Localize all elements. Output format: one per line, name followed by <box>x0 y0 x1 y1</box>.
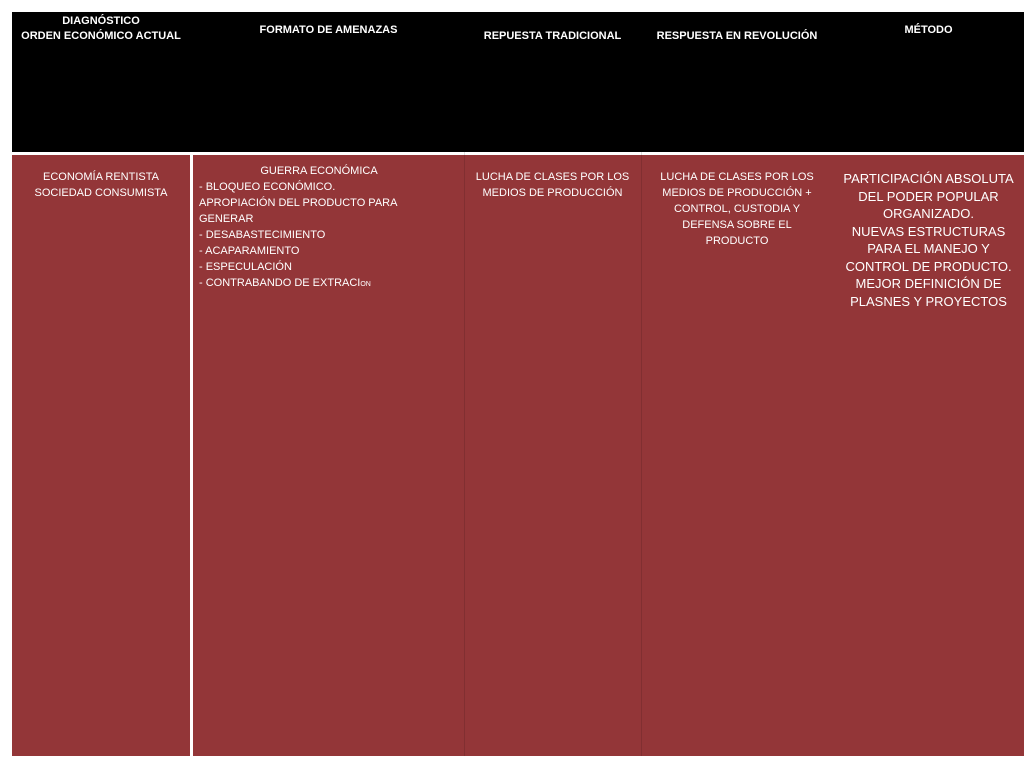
cell-metodo <box>833 170 1024 310</box>
cell-orden-economico <box>12 169 190 201</box>
cell-text-line: NUEVAS ESTRUCTURAS <box>851 223 1006 239</box>
methodology-table <box>12 12 1024 756</box>
cell-text-line: - ACAPARAMIENTO <box>199 245 300 257</box>
header-metodo-label: MÉTODO <box>904 24 953 36</box>
cell-text-line: CONTROL DE PRODUCTO. <box>845 258 1012 274</box>
column-separator <box>190 155 193 756</box>
cell-text-line: PRODUCTO <box>705 235 769 247</box>
header-repuesta-tradicional-label: REPUESTA TRADICIONAL <box>483 30 622 42</box>
cell-text-line: LUCHA DE CLASES POR LOS <box>660 171 814 183</box>
column-separator <box>464 12 465 756</box>
cell-text-line: - DESABASTECIMIENTO <box>199 229 326 241</box>
cell-text-line: CONTROL, CUSTODIA Y <box>673 203 801 215</box>
cell-text-main: - CONTRABANDO DE EXTRACI <box>199 277 361 289</box>
header-diagnostico-line2: ORDEN ECONÓMICO ACTUAL <box>21 30 181 42</box>
header-formato-amenazas <box>193 23 464 38</box>
cell-text-line: GENERAR <box>199 213 254 225</box>
cell-repuesta-tradicional <box>464 169 641 201</box>
cell-text-line: LUCHA DE CLASES POR LOS <box>475 171 630 183</box>
cell-text-line: DEL PODER POPULAR <box>858 188 999 204</box>
cell-text-line: - BLOQUEO ECONÓMICO. <box>199 181 336 193</box>
cell-text-line: APROPIACIÓN DEL PRODUCTO PARA <box>199 197 398 209</box>
header-metodo <box>833 23 1024 38</box>
cell-text-line: PARA EL MANEJO Y <box>867 241 990 256</box>
cell-text-line: - ESPECULACIÓN <box>199 261 292 273</box>
header-diagnostico-line1: DIAGNÓSTICO <box>62 15 140 27</box>
cell-text-line: MEDIOS DE PRODUCCIÓN + <box>662 187 812 199</box>
header-formato-amenazas-label: FORMATO DE AMENAZAS <box>259 24 398 36</box>
header-repuesta-tradicional <box>464 29 641 44</box>
cell-text-line: PARTICIPACIÓN ABSOLUTA <box>843 171 1014 186</box>
header-diagnostico <box>12 14 190 44</box>
cell-text-line: ECONOMÍA RENTISTA <box>43 171 159 183</box>
cell-text-line: SOCIEDAD CONSUMISTA <box>34 187 168 199</box>
cell-text-small: ON <box>360 281 371 288</box>
cell-formato-amenazas <box>199 163 461 293</box>
cell-text-line: DEFENSA SOBRE EL <box>682 219 792 231</box>
cell-text-line: PLASNES Y PROYECTOS <box>850 293 1007 309</box>
cell-respuesta-revolucion <box>641 169 833 249</box>
cell-text-line-last <box>199 275 461 293</box>
header-respuesta-revolucion-label: RESPUESTA EN REVOLUCIÓN <box>656 30 818 42</box>
header-respuesta-revolucion <box>641 29 833 44</box>
cell-title: GUERRA ECONÓMICA <box>260 165 378 177</box>
cell-text-line: MEDIOS DE PRODUCCIÓN <box>482 187 623 199</box>
cell-text-line: MEJOR DEFINICIÓN DE <box>855 276 1002 291</box>
cell-text-line: ORGANIZADO. <box>882 206 974 221</box>
column-separator <box>641 12 642 756</box>
